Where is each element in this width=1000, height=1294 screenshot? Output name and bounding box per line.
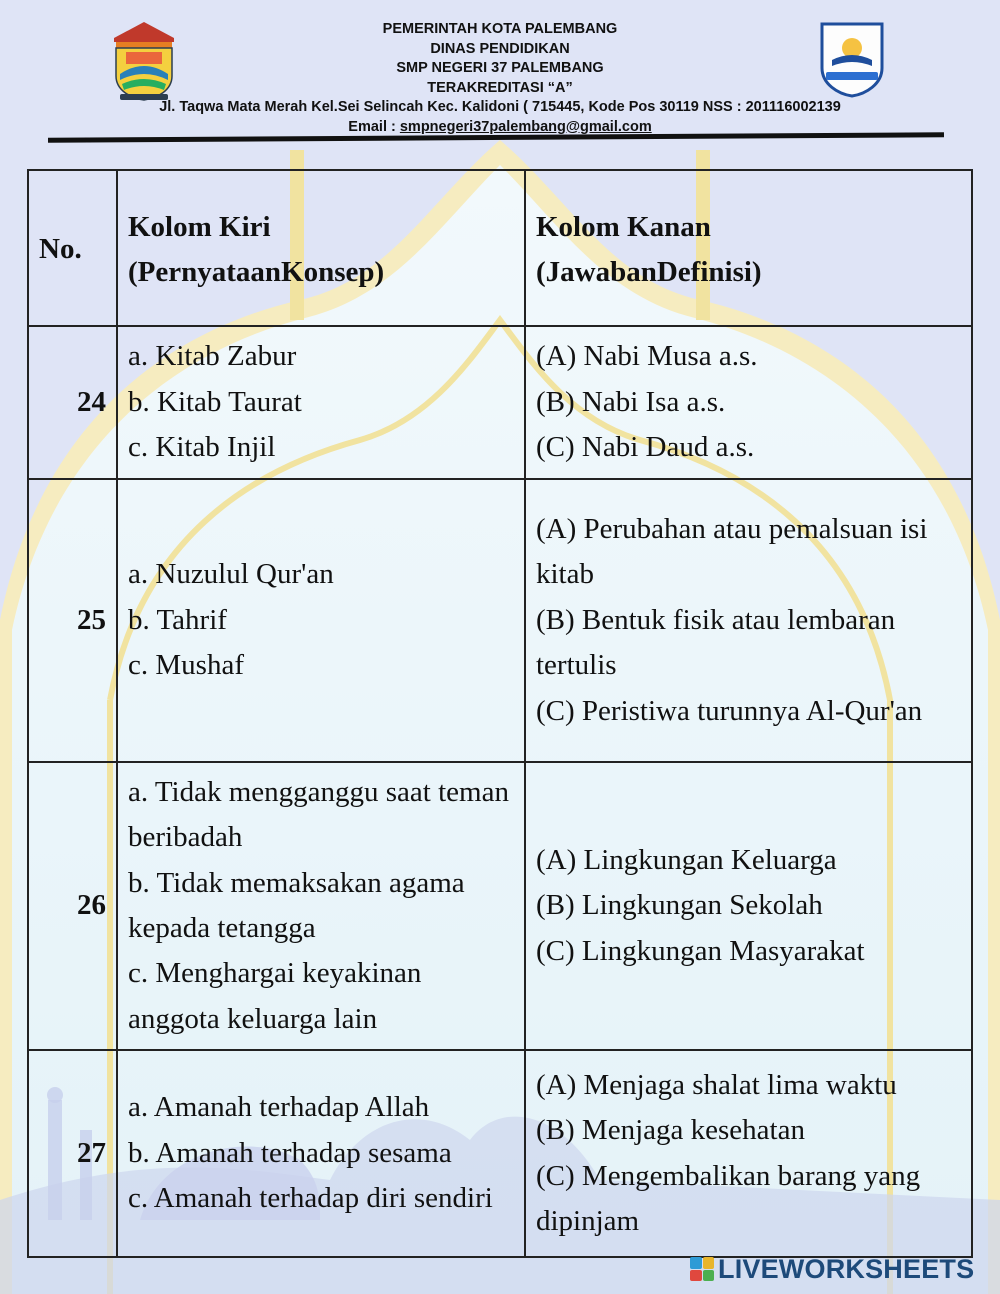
answer-item: (C) Peristiwa turunnya Al-Qur'an	[536, 694, 923, 727]
left-statements	[117, 1050, 525, 1257]
letterhead-text	[60, 20, 940, 137]
header-right-subtitle: (JawabanDefinisi)	[536, 256, 762, 288]
left-statements	[117, 762, 525, 1050]
header-line-accreditation: TERAKREDITASI “A”	[427, 79, 573, 96]
header-left-title: Kolom Kiri	[128, 210, 271, 243]
header-line-department: DINAS PENDIDIKAN	[430, 40, 570, 57]
header-right-title: Kolom Kanan	[536, 210, 711, 243]
statement-item: b. Kitab Taurat	[128, 385, 302, 418]
statement-item: c. Menghargai keyakinan anggota keluarga lain	[128, 957, 422, 1035]
statement-item: c. Mushaf	[128, 649, 244, 682]
matching-table	[27, 169, 973, 1258]
right-answers	[525, 1050, 972, 1257]
row-number: 25	[28, 479, 117, 762]
answer-item: (A) Lingkungan Keluarga	[536, 843, 837, 876]
row-number: 26	[28, 762, 117, 1050]
header-no: No.	[28, 170, 117, 326]
statement-item: c. Kitab Injil	[128, 431, 276, 464]
left-statements	[117, 326, 525, 479]
table-header-row	[28, 170, 972, 326]
liveworksheets-watermark	[690, 1254, 974, 1284]
header-line-address: Jl. Taqwa Mata Merah Kel.Sei Selincah Kec. Kalidoni ( 715445, Kode Pos 30119 NSS : 201116002139	[159, 99, 841, 115]
left-statements	[117, 479, 525, 762]
right-answers	[525, 762, 972, 1050]
email-link[interactable]: smpnegeri37palembang@gmail.com	[399, 118, 652, 135]
table-row	[28, 326, 972, 479]
answer-item: (A) Menjaga shalat lima waktu	[536, 1068, 897, 1101]
row-number: 27	[28, 1050, 117, 1257]
answer-item: (B) Menjaga kesehatan	[536, 1114, 805, 1147]
answer-item: (C) Lingkungan Masyarakat	[536, 934, 865, 967]
answer-item: (C) Mengembalikan barang yang dipinjam	[536, 1159, 921, 1237]
header-line-government: PEMERINTAH KOTA PALEMBANG	[382, 21, 618, 37]
header-line-school: SMP NEGERI 37 PALEMBANG	[396, 60, 604, 76]
statement-item: a. Amanah terhadap Allah	[128, 1091, 430, 1124]
row-number: 24	[28, 326, 117, 479]
table-row	[28, 479, 972, 762]
letterhead	[0, 0, 1000, 150]
header-right-column	[525, 170, 972, 326]
answer-item: (A) Perubahan atau pemalsuan isi kitab	[536, 512, 928, 591]
email-label: Email :	[348, 118, 400, 135]
answer-item: (B) Lingkungan Sekolah	[536, 889, 823, 922]
right-answers	[525, 326, 972, 479]
statement-item: c. Amanah terhadap diri sendiri	[128, 1182, 493, 1215]
statement-item: b. Amanah terhadap sesama	[128, 1136, 452, 1169]
table-row	[28, 1050, 972, 1257]
statement-item: b. Tidak memaksakan agama kepada tetangga	[128, 866, 465, 944]
header-left-subtitle: (PernyataanKonsep)	[128, 256, 385, 288]
answer-item: (B) Nabi Isa a.s.	[536, 385, 726, 418]
header-left-column	[117, 170, 525, 326]
right-answers	[525, 479, 972, 762]
table-row	[28, 762, 972, 1050]
liveworksheets-logo-icon	[690, 1257, 714, 1281]
statement-item: a. Tidak mengganggu saat teman beribadah	[128, 775, 509, 854]
answer-item: (C) Nabi Daud a.s.	[536, 431, 755, 464]
school-logo-icon	[818, 20, 886, 98]
statement-item: a. Nuzulul Qur'an	[128, 558, 334, 591]
answer-item: (B) Bentuk fisik atau lembaran tertulis	[536, 603, 896, 682]
watermark-text: LIVEWORKSHEETS	[718, 1253, 975, 1284]
answer-item: (A) Nabi Musa a.s.	[536, 340, 758, 373]
statement-item: a. Kitab Zabur	[128, 340, 297, 373]
statement-item: b. Tahrif	[128, 603, 227, 636]
